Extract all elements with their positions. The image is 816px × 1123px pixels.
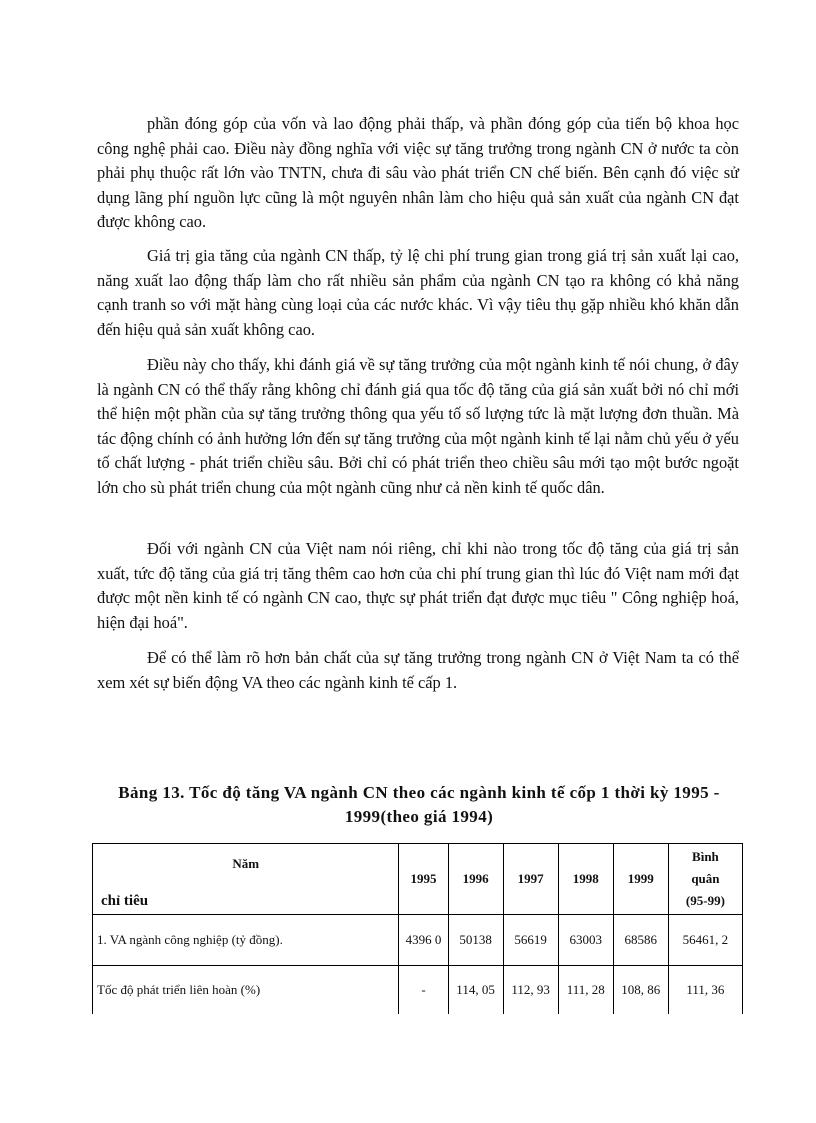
- table-caption: Bảng 13. Tốc độ tăng VA ngành CN theo các ngành kinh tế cốp 1 thời kỳ 1995 - 1999(theo giá 1994): [118, 783, 720, 826]
- table-row: [93, 966, 743, 1015]
- table-cell: 4396 0: [399, 915, 448, 966]
- paragraph-2: Giá trị gia tăng của ngành CN thấp, tỷ lệ chi phí trung gian trong giá trị sản xuất lại cao, năng xuất lao động thấp làm cho rất nhiều sản phẩm của ngành CN tạo ra không có khả năng cạnh tranh so với mặt hàng cùng loại của các nước khác. Vì vậy tiêu thụ gặp nhiều khó khăn dẫn đến hiệu quả sản xuất không cao.: [97, 246, 739, 339]
- table-cell: 108, 86: [613, 966, 668, 1015]
- header-year-1999: 1999: [613, 844, 668, 915]
- header-average-line-3: (95-99): [685, 893, 725, 908]
- header-corner-cell: [93, 844, 399, 915]
- paragraph-3: Điều này cho thấy, khi đánh giá về sự tăng trưởng của một ngành kinh tế nói chung, ở đây là ngành CN có thể thấy rằng không chỉ đánh giá qua tốc độ tăng của giá sản xuất bởi nó chỉ mới thể hiện một phần của sự tăng trưởng thông qua yếu tố số lượng tức là mặt lượng đơn thuần. Mà tác động chính có ảnh hưởng lớn đến sự tăng trưởng của một ngành kinh tế lại nằm chủ yếu ở yếu tố chất lượng - phát triển chiều sâu. Bởi chỉ có phát triển theo chiều sâu mới tạo một bước ngoặt lớn cho sù phát triển chung của một ngành cũng như cả nền kinh tế quốc dân.: [97, 355, 739, 497]
- header-year-1995: 1995: [399, 844, 448, 915]
- table-header-row: [93, 844, 743, 915]
- table-cell: 63003: [558, 915, 613, 966]
- header-year-1998: 1998: [558, 844, 613, 915]
- table-cell: 56619: [503, 915, 558, 966]
- header-year-1996: 1996: [448, 844, 503, 915]
- table-row: [93, 915, 743, 966]
- table-cell: 50138: [448, 915, 503, 966]
- table-cell: 68586: [613, 915, 668, 966]
- row-label: 1. VA ngành công nghiệp (tỷ đồng).: [93, 915, 399, 966]
- table-cell-average: 111, 36: [668, 966, 742, 1015]
- paragraph-4: Đối với ngành CN của Việt nam nói riêng, chỉ khi nào trong tốc độ tăng của giá trị sản xuất, tức độ tăng của giá trị tăng thêm cao hơn của chi phí trung gian thì lúc đó Việt nam mới đạt được một nền kinh tế có ngành CN cao, thực sự phát triển đạt được mục tiêu " Công nghiệp hoá, hiện đại hoá".: [97, 539, 739, 632]
- table-cell-average: 56461, 2: [668, 915, 742, 966]
- table-cell: 111, 28: [558, 966, 613, 1015]
- table-cell: -: [399, 966, 448, 1015]
- va-growth-table: [92, 843, 743, 1014]
- header-average: [668, 844, 742, 915]
- table-cell: 112, 93: [503, 966, 558, 1015]
- header-average-line-1: Bình: [692, 849, 719, 864]
- header-average-line-2: quân: [691, 871, 720, 886]
- row-label: Tốc độ phát triển liên hoàn (%): [93, 966, 399, 1015]
- header-year-1997: 1997: [503, 844, 558, 915]
- header-year-label: Năm: [232, 856, 260, 871]
- paragraph-1: phần đóng góp của vốn và lao động phải thấp, và phần đóng góp của tiến bộ khoa học công nghệ phải cao. Điều này đồng nghĩa với việc sự tăng trưởng trong ngành CN ở nước ta còn phải phụ thuộc rất lớn vào TNTN, chưa đi sâu vào phát triển CN chế biến. Bên cạnh đó việc sử dụng lãng phí nguồn lực cũng là một nguyên nhân làm cho hiệu quả sản xuất của ngành CN đạt được không cao.: [97, 114, 739, 231]
- paragraph-5: Để có thể làm rõ hơn bản chất của sự tăng trưởng trong ngành CN ở Việt Nam ta có thể xem xét sự biến động VA theo các ngành kinh tế cấp 1.: [97, 648, 739, 692]
- table-cell: 114, 05: [448, 966, 503, 1015]
- header-indicator-label: chỉ tiêu: [101, 893, 149, 909]
